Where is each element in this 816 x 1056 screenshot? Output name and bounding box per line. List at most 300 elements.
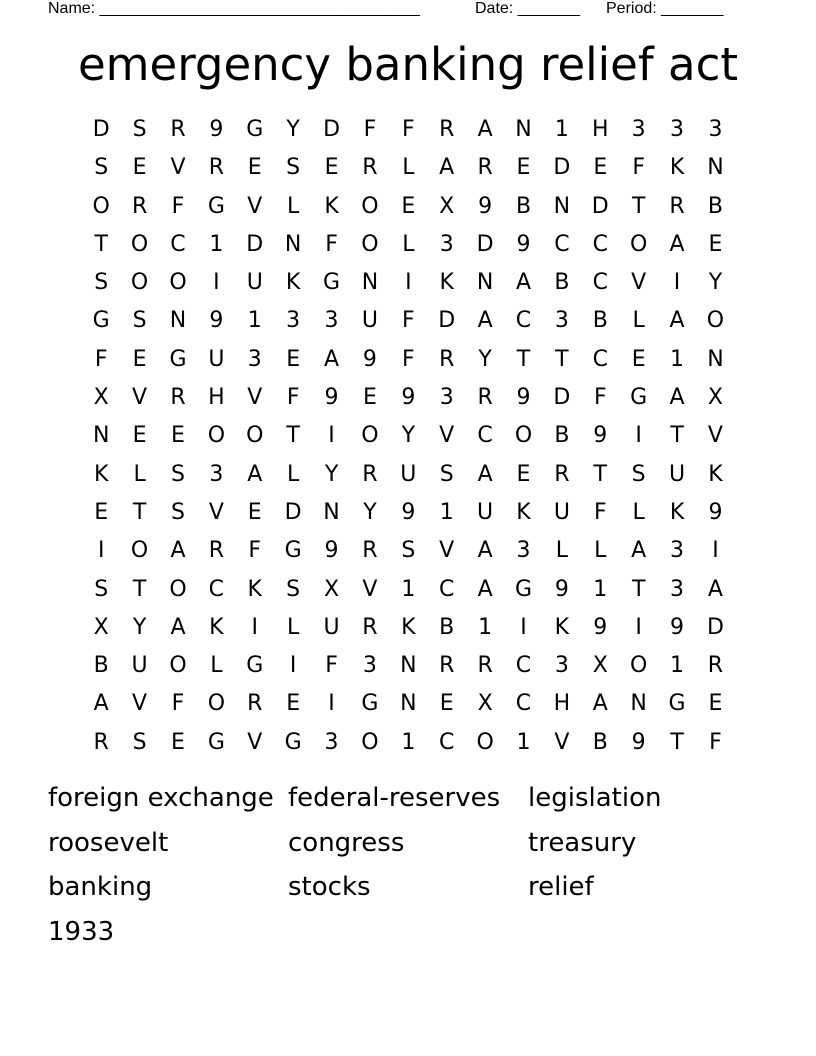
grid-letter: V [554, 729, 570, 755]
grid-letter: H [208, 385, 225, 411]
grid-letter: F [401, 117, 415, 142]
grid-letter: 9 [593, 423, 608, 449]
grid-letter: G [246, 653, 264, 679]
grid-letter: O [169, 576, 187, 602]
grid-letter: O [169, 653, 187, 679]
grid-letter: E [247, 155, 262, 181]
grid-letter: R [208, 538, 225, 564]
word-list-item: roosevelt [48, 827, 169, 858]
grid-letter: C [515, 653, 532, 679]
grid-letter: D [92, 117, 110, 142]
grid-letter: U [361, 308, 378, 334]
grid-letter: A [477, 576, 493, 602]
grid-letter: V [707, 423, 723, 449]
grid-letter: T [670, 729, 684, 755]
grid-letter: I [289, 653, 297, 679]
grid-letter: U [208, 346, 225, 372]
grid-letter: S [170, 499, 185, 525]
grid-letter: F [709, 729, 722, 755]
grid-letter: T [132, 576, 147, 602]
grid-letter: C [554, 231, 570, 257]
grid-letter: S [94, 155, 109, 181]
word-list-item: federal-reserves [288, 783, 501, 813]
grid-letter: R [362, 461, 378, 487]
grid-letter: R [477, 653, 493, 679]
grid-letter: K [516, 499, 531, 525]
grid-letter: S [439, 461, 454, 487]
grid-letter: C [439, 576, 455, 602]
grid-letter: T [631, 193, 646, 219]
grid-letter: 3 [439, 385, 454, 411]
grid-letter: Y [401, 423, 416, 449]
grid-letter: 3 [439, 231, 454, 257]
grid-letter: I [97, 538, 105, 564]
grid-letter: 9 [593, 614, 608, 640]
grid-letter: 3 [670, 117, 685, 142]
grid-letter: K [554, 614, 570, 640]
grid-letter: 1 [401, 729, 416, 755]
grid-letter: 9 [631, 729, 646, 755]
grid-letter: E [708, 231, 723, 257]
grid-letter: R [477, 385, 493, 411]
grid-letter: Y [708, 270, 723, 296]
grid-letter: 1 [209, 231, 224, 257]
grid-letter: N [323, 499, 340, 525]
grid-letter: S [401, 538, 416, 564]
grid-letter: E [132, 155, 147, 181]
grid-letter: O [246, 423, 264, 449]
grid-letter: A [477, 117, 493, 142]
grid-letter: L [210, 653, 223, 679]
grid-letter: C [592, 346, 608, 372]
grid-letter: R [439, 117, 455, 142]
grid-letter: K [439, 270, 454, 296]
grid-letter: B [554, 270, 570, 296]
grid-letter: C [170, 231, 186, 257]
grid-letter: F [248, 538, 262, 564]
grid-letter: R [362, 538, 378, 564]
grid-letter: K [285, 270, 301, 296]
grid-letter: T [94, 231, 108, 257]
grid-letter: 3 [324, 308, 339, 334]
grid-letter: O [361, 729, 379, 755]
grid-letter: V [631, 270, 647, 296]
grid-letter: O [706, 308, 725, 334]
grid-letter: S [94, 576, 109, 602]
grid-letter: A [170, 614, 186, 640]
grid-letter: I [635, 423, 642, 449]
grid-letter: O [130, 231, 149, 257]
grid-letter: R [131, 193, 148, 219]
grid-letter: O [207, 691, 226, 717]
grid-letter: X [707, 385, 723, 411]
grid-letter: R [170, 117, 186, 142]
word-list-item: relief [528, 872, 594, 902]
grid-letter: N [284, 231, 302, 257]
grid-letter: 1 [478, 614, 493, 640]
word-list-item: foreign exchange [48, 783, 274, 813]
grid-letter: B [554, 423, 570, 449]
grid-letter: V [132, 691, 148, 717]
grid-letter: R [439, 346, 455, 372]
grid-letter: 3 [670, 538, 685, 564]
grid-letter: C [439, 729, 455, 755]
grid-letter: H [592, 117, 609, 142]
grid-letter: K [93, 461, 109, 487]
grid-letter: V [247, 729, 263, 755]
grid-letter: K [708, 461, 723, 487]
grid-letter: R [362, 155, 378, 181]
grid-letter: E [247, 499, 262, 525]
grid-letter: O [361, 193, 379, 219]
word-list-item: stocks [288, 872, 371, 902]
grid-letter: L [402, 155, 415, 181]
grid-letter: V [208, 499, 224, 525]
grid-letter: V [439, 423, 455, 449]
grid-letter: 9 [324, 385, 339, 411]
grid-letter: 3 [209, 461, 224, 487]
grid-letter: F [94, 346, 108, 372]
grid-letter: Y [363, 499, 377, 525]
grid-letter: D [284, 499, 302, 525]
grid-letter: E [171, 729, 185, 755]
grid-letter: I [405, 270, 412, 296]
grid-letter: T [593, 461, 607, 487]
grid-letter: N [92, 423, 110, 449]
grid-letter: S [132, 117, 147, 142]
grid-letter: R [170, 385, 186, 411]
grid-letter: O [130, 270, 149, 296]
grid-letter: V [247, 193, 263, 219]
grid-letter: 3 [362, 653, 377, 679]
grid-letter: X [324, 576, 340, 602]
grid-letter: E [516, 461, 531, 487]
grid-letter: E [132, 423, 147, 449]
grid-letter: S [94, 270, 109, 296]
grid-letter: S [286, 155, 301, 181]
grid-letter: N [515, 117, 532, 142]
grid-letter: U [669, 461, 686, 487]
grid-letter: T [516, 346, 531, 372]
grid-letter: O [169, 270, 187, 296]
grid-letter: E [362, 385, 377, 411]
grid-letter: 3 [554, 308, 569, 334]
grid-letter: R [554, 461, 570, 487]
grid-letter: 1 [247, 308, 262, 334]
grid-letter: V [247, 385, 263, 411]
grid-letter: F [171, 691, 185, 717]
word-list-item: banking [48, 872, 153, 902]
grid-letter: 3 [516, 538, 531, 564]
grid-letter: 9 [708, 499, 723, 525]
grid-letter: O [630, 653, 648, 679]
grid-letter: S [132, 308, 147, 334]
grid-letter: E [132, 346, 147, 372]
grid-letter: O [361, 231, 379, 257]
word-list-item: treasury [528, 827, 637, 858]
grid-letter: Y [324, 461, 339, 487]
grid-letter: H [553, 691, 571, 717]
grid-letter: G [284, 538, 302, 564]
grid-letter: 3 [286, 308, 301, 334]
grid-letter: E [286, 346, 301, 372]
grid-letter: A [515, 270, 532, 296]
grid-letter: G [361, 691, 379, 717]
grid-letter: L [287, 193, 300, 219]
name-field-label: Name: ____________________________________ [48, 0, 420, 17]
grid-letter: N [169, 308, 187, 334]
grid-letter: N [553, 193, 571, 219]
grid-letter: N [630, 691, 647, 717]
grid-letter: I [251, 614, 258, 640]
grid-letter: K [669, 499, 685, 525]
grid-letter: R [247, 691, 263, 717]
grid-letter: O [630, 231, 648, 257]
grid-letter: U [400, 461, 417, 487]
grid-letter: X [439, 193, 455, 219]
grid-letter: G [514, 576, 533, 602]
grid-letter: R [362, 614, 378, 640]
grid-letter: F [325, 231, 338, 257]
grid-letter: B [439, 614, 455, 640]
grid-letter: O [207, 423, 226, 449]
grid-letter: O [514, 423, 533, 449]
grid-letter: E [324, 155, 339, 181]
grid-letter: T [286, 423, 300, 449]
grid-letter: D [553, 385, 571, 411]
grid-letter: O [361, 423, 379, 449]
grid-letter: G [92, 308, 110, 334]
grid-letter: C [208, 576, 225, 602]
grid-letter: N [361, 270, 379, 296]
grid-letter: Y [132, 614, 147, 640]
grid-letter: A [247, 461, 263, 487]
grid-letter: F [363, 117, 377, 142]
grid-letter: U [131, 653, 148, 679]
grid-letter: E [286, 691, 301, 717]
grid-letter: U [553, 499, 570, 525]
grid-letter: F [593, 385, 607, 411]
grid-letter: N [400, 653, 417, 679]
grid-letter: I [520, 614, 527, 640]
grid-letter: K [401, 614, 416, 640]
grid-letter: S [286, 576, 301, 602]
grid-letter: B [592, 729, 608, 755]
grid-letter: E [171, 423, 185, 449]
grid-letter: T [555, 346, 569, 372]
grid-letter: N [476, 270, 494, 296]
grid-letter: E [94, 499, 109, 525]
word-list [48, 778, 768, 956]
grid-letter: L [402, 231, 415, 257]
grid-letter: S [631, 461, 646, 487]
page-title: emergency banking relief act [78, 38, 738, 91]
grid-letter: R [93, 729, 109, 755]
grid-letter: L [555, 538, 569, 564]
grid-letter: V [439, 538, 455, 564]
grid-letter: A [669, 385, 685, 411]
grid-letter: 3 [554, 653, 569, 679]
grid-letter: 1 [670, 653, 685, 679]
grid-letter: L [287, 461, 300, 487]
grid-letter: C [515, 691, 532, 717]
grid-letter: X [477, 691, 493, 717]
grid-letter: D [476, 231, 494, 257]
grid-letter: I [213, 270, 220, 296]
grid-letter: 3 [708, 117, 723, 142]
grid-letter: D [246, 231, 264, 257]
grid-letter: I [328, 691, 335, 717]
grid-letter: E [439, 691, 454, 717]
grid-letter: 1 [401, 576, 416, 602]
grid-letter: Y [478, 346, 492, 372]
period-field-label: Period: _______ [606, 0, 724, 17]
grid-letter: E [593, 155, 608, 181]
grid-letter: K [324, 193, 339, 219]
grid-letter: 1 [516, 729, 531, 755]
grid-letter: I [635, 614, 642, 640]
grid-letter: T [631, 576, 646, 602]
date-field-label: Date: _______ [475, 0, 580, 17]
grid-letter: G [284, 729, 302, 755]
grid-letter: 3 [631, 117, 646, 142]
grid-letter: L [632, 308, 645, 334]
grid-letter: N [707, 346, 724, 372]
grid-letter: A [631, 538, 647, 564]
grid-letter: 9 [670, 614, 685, 640]
grid-letter: F [593, 499, 607, 525]
grid-letter: S [132, 729, 147, 755]
grid-letter: C [477, 423, 493, 449]
grid-letter: 9 [209, 308, 224, 334]
grid-letter: A [477, 538, 493, 564]
grid-letter: A [93, 691, 109, 717]
grid-letter: A [439, 155, 455, 181]
grid-letter: V [362, 576, 378, 602]
grid-letter: G [207, 729, 225, 755]
grid-letter: B [93, 653, 109, 679]
grid-letter: A [477, 461, 493, 487]
grid-letter: N [707, 155, 724, 181]
grid-letter: C [515, 308, 532, 334]
grid-letter: L [594, 538, 607, 564]
grid-letter: 9 [401, 385, 416, 411]
grid-letter: F [286, 385, 300, 411]
grid-letter: 3 [670, 576, 685, 602]
grid-letter: V [170, 155, 186, 181]
grid-letter: B [515, 193, 532, 219]
grid-letter: E [631, 346, 646, 372]
grid-letter: 1 [554, 117, 569, 142]
grid-letter: A [669, 231, 685, 257]
grid-letter: F [325, 653, 338, 679]
grid-letter: 9 [478, 193, 493, 219]
grid-letter: O [92, 193, 110, 219]
grid-letter: 3 [247, 346, 262, 372]
grid-letter: I [673, 270, 681, 296]
grid-letter: G [630, 385, 648, 411]
grid-letter: K [209, 614, 224, 640]
grid-letter: A [477, 308, 493, 334]
grid-letter: D [591, 193, 609, 219]
grid-letter: A [707, 576, 723, 602]
grid-letter: K [247, 576, 262, 602]
grid-letter: E [516, 155, 531, 181]
grid-letter: 9 [362, 346, 377, 372]
grid-letter: 1 [670, 346, 685, 372]
grid-letter: F [171, 193, 185, 219]
grid-letter: 9 [554, 576, 569, 602]
grid-letter: 9 [516, 231, 531, 257]
grid-letter: 9 [516, 385, 531, 411]
grid-letter: I [712, 538, 719, 564]
grid-letter: L [632, 499, 645, 525]
grid-letter: D [706, 614, 724, 640]
grid-letter: I [328, 423, 335, 449]
grid-letter: A [324, 346, 340, 372]
grid-letter: X [93, 614, 109, 640]
grid-letter: L [133, 461, 146, 487]
grid-letter: F [401, 346, 415, 372]
grid-letter: G [169, 346, 187, 372]
grid-letter: K [669, 155, 685, 181]
grid-letter: D [553, 155, 571, 181]
grid-letter: G [207, 193, 225, 219]
grid-letter: R [477, 155, 493, 181]
grid-letter: R [669, 193, 685, 219]
student-info-header [48, 0, 748, 20]
grid-letter: U [246, 270, 263, 296]
grid-letter: L [287, 614, 300, 640]
grid-letter: N [400, 691, 417, 717]
grid-letter: 9 [401, 499, 416, 525]
grid-letter: 9 [324, 538, 339, 564]
grid-letter: T [132, 499, 147, 525]
grid-letter: U [477, 499, 494, 525]
grid-letter: A [592, 691, 608, 717]
grid-letter: S [170, 461, 185, 487]
grid-letter: C [592, 231, 608, 257]
grid-letter: 9 [209, 117, 224, 142]
grid-letter: R [208, 155, 225, 181]
grid-letter: U [323, 614, 340, 640]
grid-letter: F [632, 155, 645, 181]
grid-letter: 3 [324, 729, 339, 755]
word-list-item: 1933 [48, 916, 115, 947]
grid-letter: G [668, 691, 686, 717]
grid-letter: E [708, 691, 723, 717]
grid-letter: V [132, 385, 148, 411]
grid-letter: 1 [593, 576, 608, 602]
grid-letter: X [93, 385, 109, 411]
grid-letter: Y [286, 117, 300, 142]
grid-letter: G [246, 117, 264, 142]
grid-letter: A [669, 308, 685, 334]
letter-grid [82, 111, 735, 762]
grid-letter: D [438, 308, 456, 334]
grid-letter: E [401, 193, 416, 219]
grid-letter: 1 [439, 499, 454, 525]
grid-letter: X [592, 653, 608, 679]
word-list-item: legislation [528, 783, 662, 813]
grid-letter: B [707, 193, 723, 219]
grid-letter: A [170, 538, 186, 564]
grid-letter: O [130, 538, 149, 564]
grid-letter: B [592, 308, 608, 334]
grid-letter: O [476, 729, 494, 755]
grid-letter: F [401, 308, 415, 334]
grid-letter: C [592, 270, 608, 296]
